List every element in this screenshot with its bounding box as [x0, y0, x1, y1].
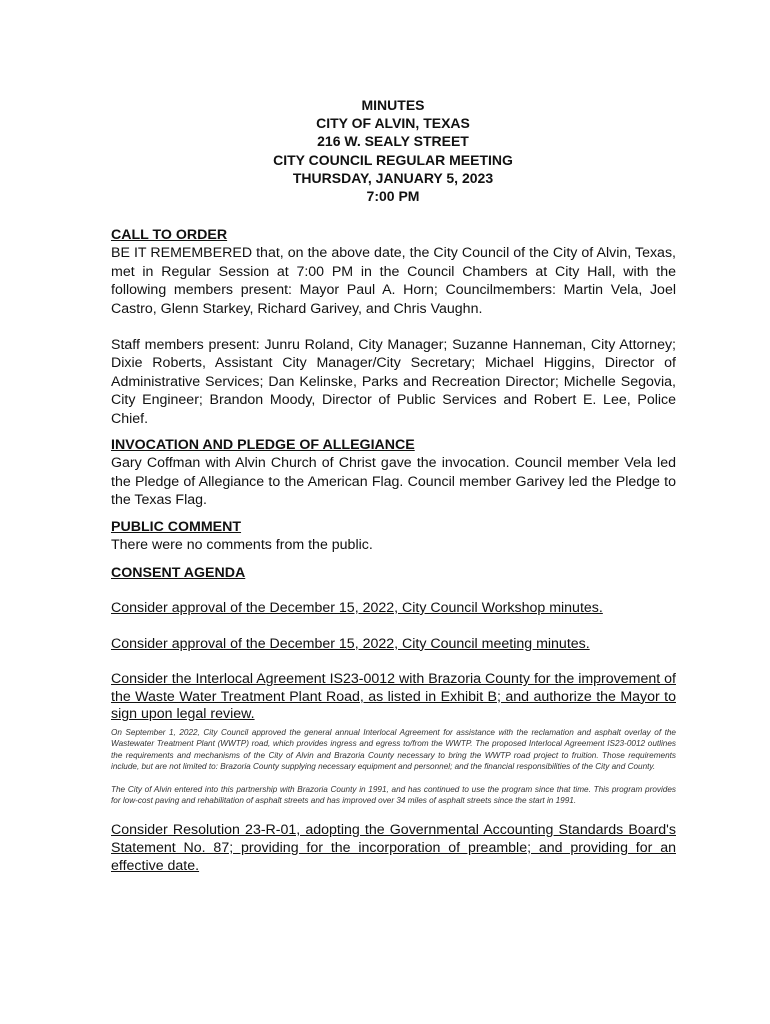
invocation-heading: INVOCATION AND PLEDGE OF ALLEGIANCE: [111, 437, 415, 454]
header-address: 216 W. SEALY STREET: [317, 133, 469, 150]
call-to-order-paragraph: BE IT REMEMBERED that, on the above date, the City Council of the City of Alvin, Texas, met in Regular Session at 7:00 PM in the Council Chambers at City Hall, with the following members present: Mayor Paul A. Horn; Councilmembers: Martin Vela, Joel Castro, Glenn Starkey, Richard Garivey, and Chris Vaughn.: [111, 245, 676, 317]
consent-agenda-heading: CONSENT AGENDA: [111, 564, 246, 581]
header-date: THURSDAY, JANUARY 5, 2023: [292, 169, 494, 186]
staff-present-paragraph: Staff members present: Junru Roland, City Manager; Suzanne Hanneman, City Attorney; Dixie Roberts, Assistant City Manager/City Secretary; Michael Higgins, Director of Administrative Services; Dan Kelinske, Parks and Recreation Director; Michelle Segovia, City Engineer; Brandon Moody, Director of Public Services and Robert E. Lee, Police Chief.: [111, 337, 676, 427]
document-header: [0, 96, 770, 205]
document-body: [111, 226, 676, 875]
interlocal-partnership-note: The City of Alvin entered into this partnership with Brazoria County in 1991, and has continued to use the program since that time. This program provides for low-cost paving and rehabilitation of asphalt streets and has improved over 34 miles of asphalt streets since the start in 1991.: [111, 784, 676, 805]
call-to-order-heading: CALL TO ORDER: [111, 227, 228, 243]
agenda-item-workshop-minutes: Consider approval of the December 15, 2022, City Council Workshop minutes.: [111, 599, 603, 616]
agenda-item-interlocal-agreement: Consider the Interlocal Agreement IS23-0012 with Brazoria County for the improvement of the Waste Water Treatment Plant Road, as listed in Exhibit B; and authorize the Mayor to sign upon legal review.: [111, 671, 676, 723]
agenda-item-meeting-minutes: Consider approval of the December 15, 2022, City Council meeting minutes.: [111, 635, 590, 652]
header-city: CITY OF ALVIN, TEXAS: [316, 115, 470, 132]
agenda-item-resolution: Consider Resolution 23-R-01, adopting the Governmental Accounting Standards Board's Statement No. 87; providing for the incorporation of preamble; and providing for an effective date.: [111, 822, 676, 874]
public-comment-heading: PUBLIC COMMENT: [111, 518, 242, 535]
header-time: 7:00 PM: [366, 188, 420, 205]
invocation-paragraph: Gary Coffman with Alvin Church of Christ gave the invocation. Council member Vela led the Pledge of Allegiance to the American Flag. Council member Garivey led the Pledge to the Texas Flag.: [111, 455, 676, 509]
interlocal-agreement-note: On September 1, 2022, City Council approved the general annual Interlocal Agreement for assistance with the reclamation and asphalt overlay of the Wastewater Treatment Plant (WWTP) road, which provides ingress and egress to/from the WWTP. The proposed Interlocal Agreement IS23-0012 outlines the requirements and mechanisms of the City of Alvin and Brazoria County necessary to bring the WWTP road project to fruition. Those requirements include, but are not limited to: Brazoria County supplying necessary equipment and personnel; and the financial responsibilities of the City and County.: [111, 727, 676, 772]
header-meeting-type: CITY COUNCIL REGULAR MEETING: [273, 151, 513, 168]
public-comment-paragraph: There were no comments from the public.: [111, 537, 373, 554]
header-title: MINUTES: [361, 97, 425, 113]
